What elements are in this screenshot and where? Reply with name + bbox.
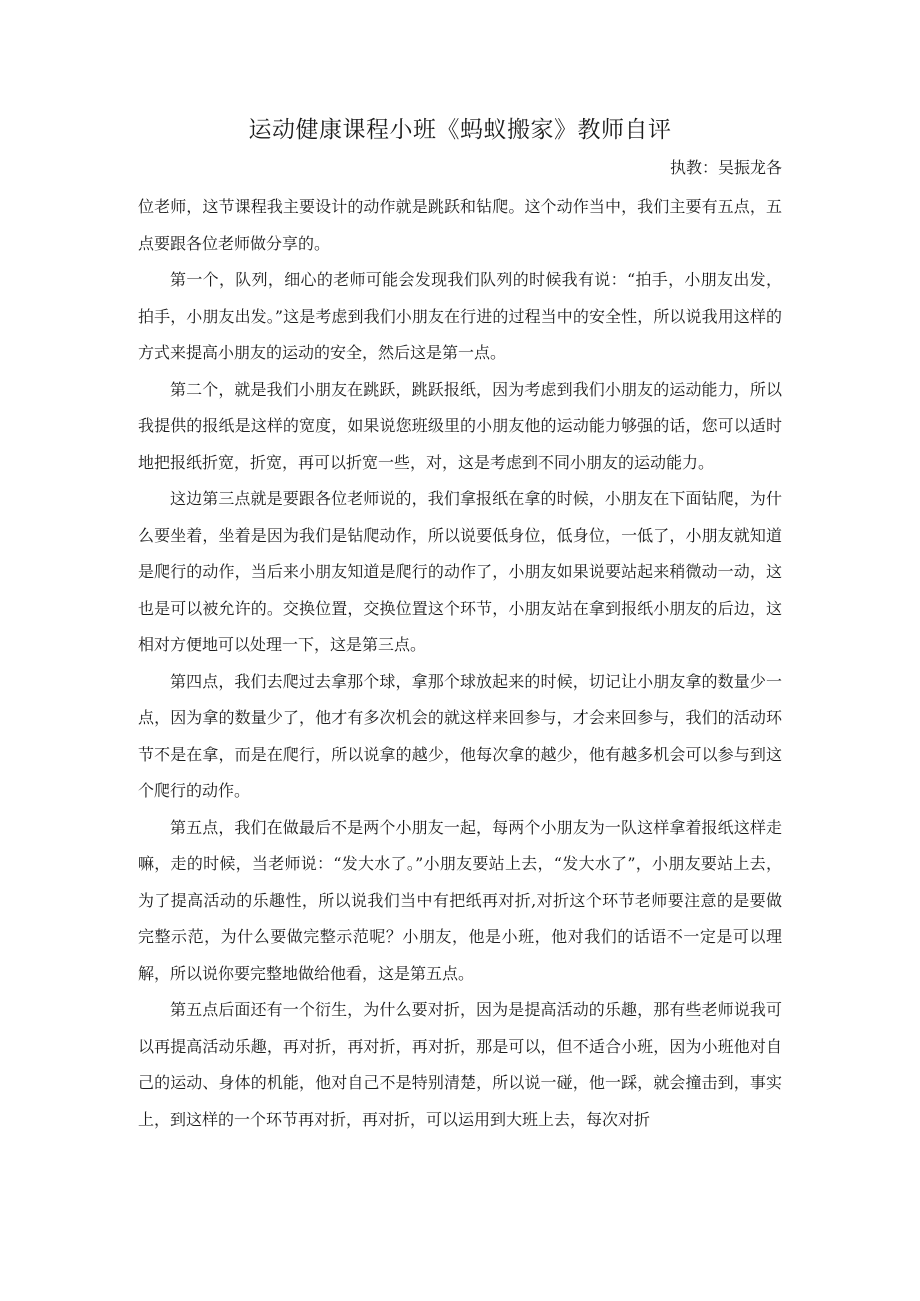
paragraph-point-5: 第五点，我们在做最后不是两个小朋友一起，每两个小朋友为一队这样拿着报纸这样走嘛，走的时候，当老师说：“发大水了。”小朋友要站上去，“发大水了”，小朋友要站上去，为了提高活动的乐趣性，所以说我们当中有把纸再对折,对折这个环节老师要注意的是要做完整示范，为什么要做完整示范呢？小朋友，他是小班，他对我们的话语不一定是可以理解，所以说你要完整地做给他看，这是第五点。 <box>138 817 782 983</box>
document-body <box>138 189 782 1138</box>
author-line: 执教：吴振龙各 <box>669 158 782 177</box>
paragraph-point-4: 第四点，我们去爬过去拿那个球，拿那个球放起来的时候，切记让小朋友拿的数量少一点，因为拿的数量少了，他才有多次机会的就这样来回参与，才会来回参与，我们的活动环节不是在拿，而是在爬行，所以说拿的越少，他每次拿的越少，他有越多机会可以参与到这个爬行的动作。 <box>138 671 782 800</box>
paragraph-point-2: 第二个，就是我们小朋友在跳跃，跳跃报纸，因为考虑到我们小朋友的运动能力，所以我提供的报纸是这样的宽度，如果说您班级里的小朋友他的运动能力够强的话，您可以适时地把报纸折宽，折宽，再可以折宽一些，对，这是考虑到不同小朋友的运动能力。 <box>138 379 782 472</box>
paragraph-intro: 位老师，这节课程我主要设计的动作就是跳跃和钻爬。这个动作当中，我们主要有五点，五点要跟各位老师做分享的。 <box>138 197 782 253</box>
paragraph-point-1: 第一个，队列，细心的老师可能会发现我们队列的时候我有说：“拍手，小朋友出发，拍手，小朋友出发。”这是考虑到我们小朋友在行进的过程当中的安全性，所以说我用这样的方式来提高小朋友的运动的安全，然后这是第一点。 <box>138 270 782 362</box>
document-title: 运动健康课程小班《蚂蚁搬家》教师自评 <box>248 117 672 143</box>
paragraph-point-3: 这边第三点就是要跟各位老师说的，我们拿报纸在拿的时候，小朋友在下面钻爬，为什么要坐着，坐着是因为我们是钻爬动作，所以说要低身位，低身位，一低了，小朋友就知道是爬行的动作，当后来小朋友知道是爬行的动作了，小朋友如果说要站起来稍微动一动，这也是可以被允许的。交换位置，交换位置这个环节，小朋友站在拿到报纸小朋友的后边，这相对方便地可以处理一下，这是第三点。 <box>138 489 782 654</box>
paragraph-point-5-extension: 第五点后面还有一个衍生，为什么要对折，因为是提高活动的乐趣，那有些老师说我可以再提高活动乐趣，再对折，再对折，再对折，那是可以，但不适合小班，因为小班他对自己的运动、身体的机能，他对自己不是特别清楚，所以说一碰，他一踩，就会撞击到，事实上，到这样的一个环节再对折，再对折，可以运用到大班上去，每次对折 <box>138 1000 782 1129</box>
